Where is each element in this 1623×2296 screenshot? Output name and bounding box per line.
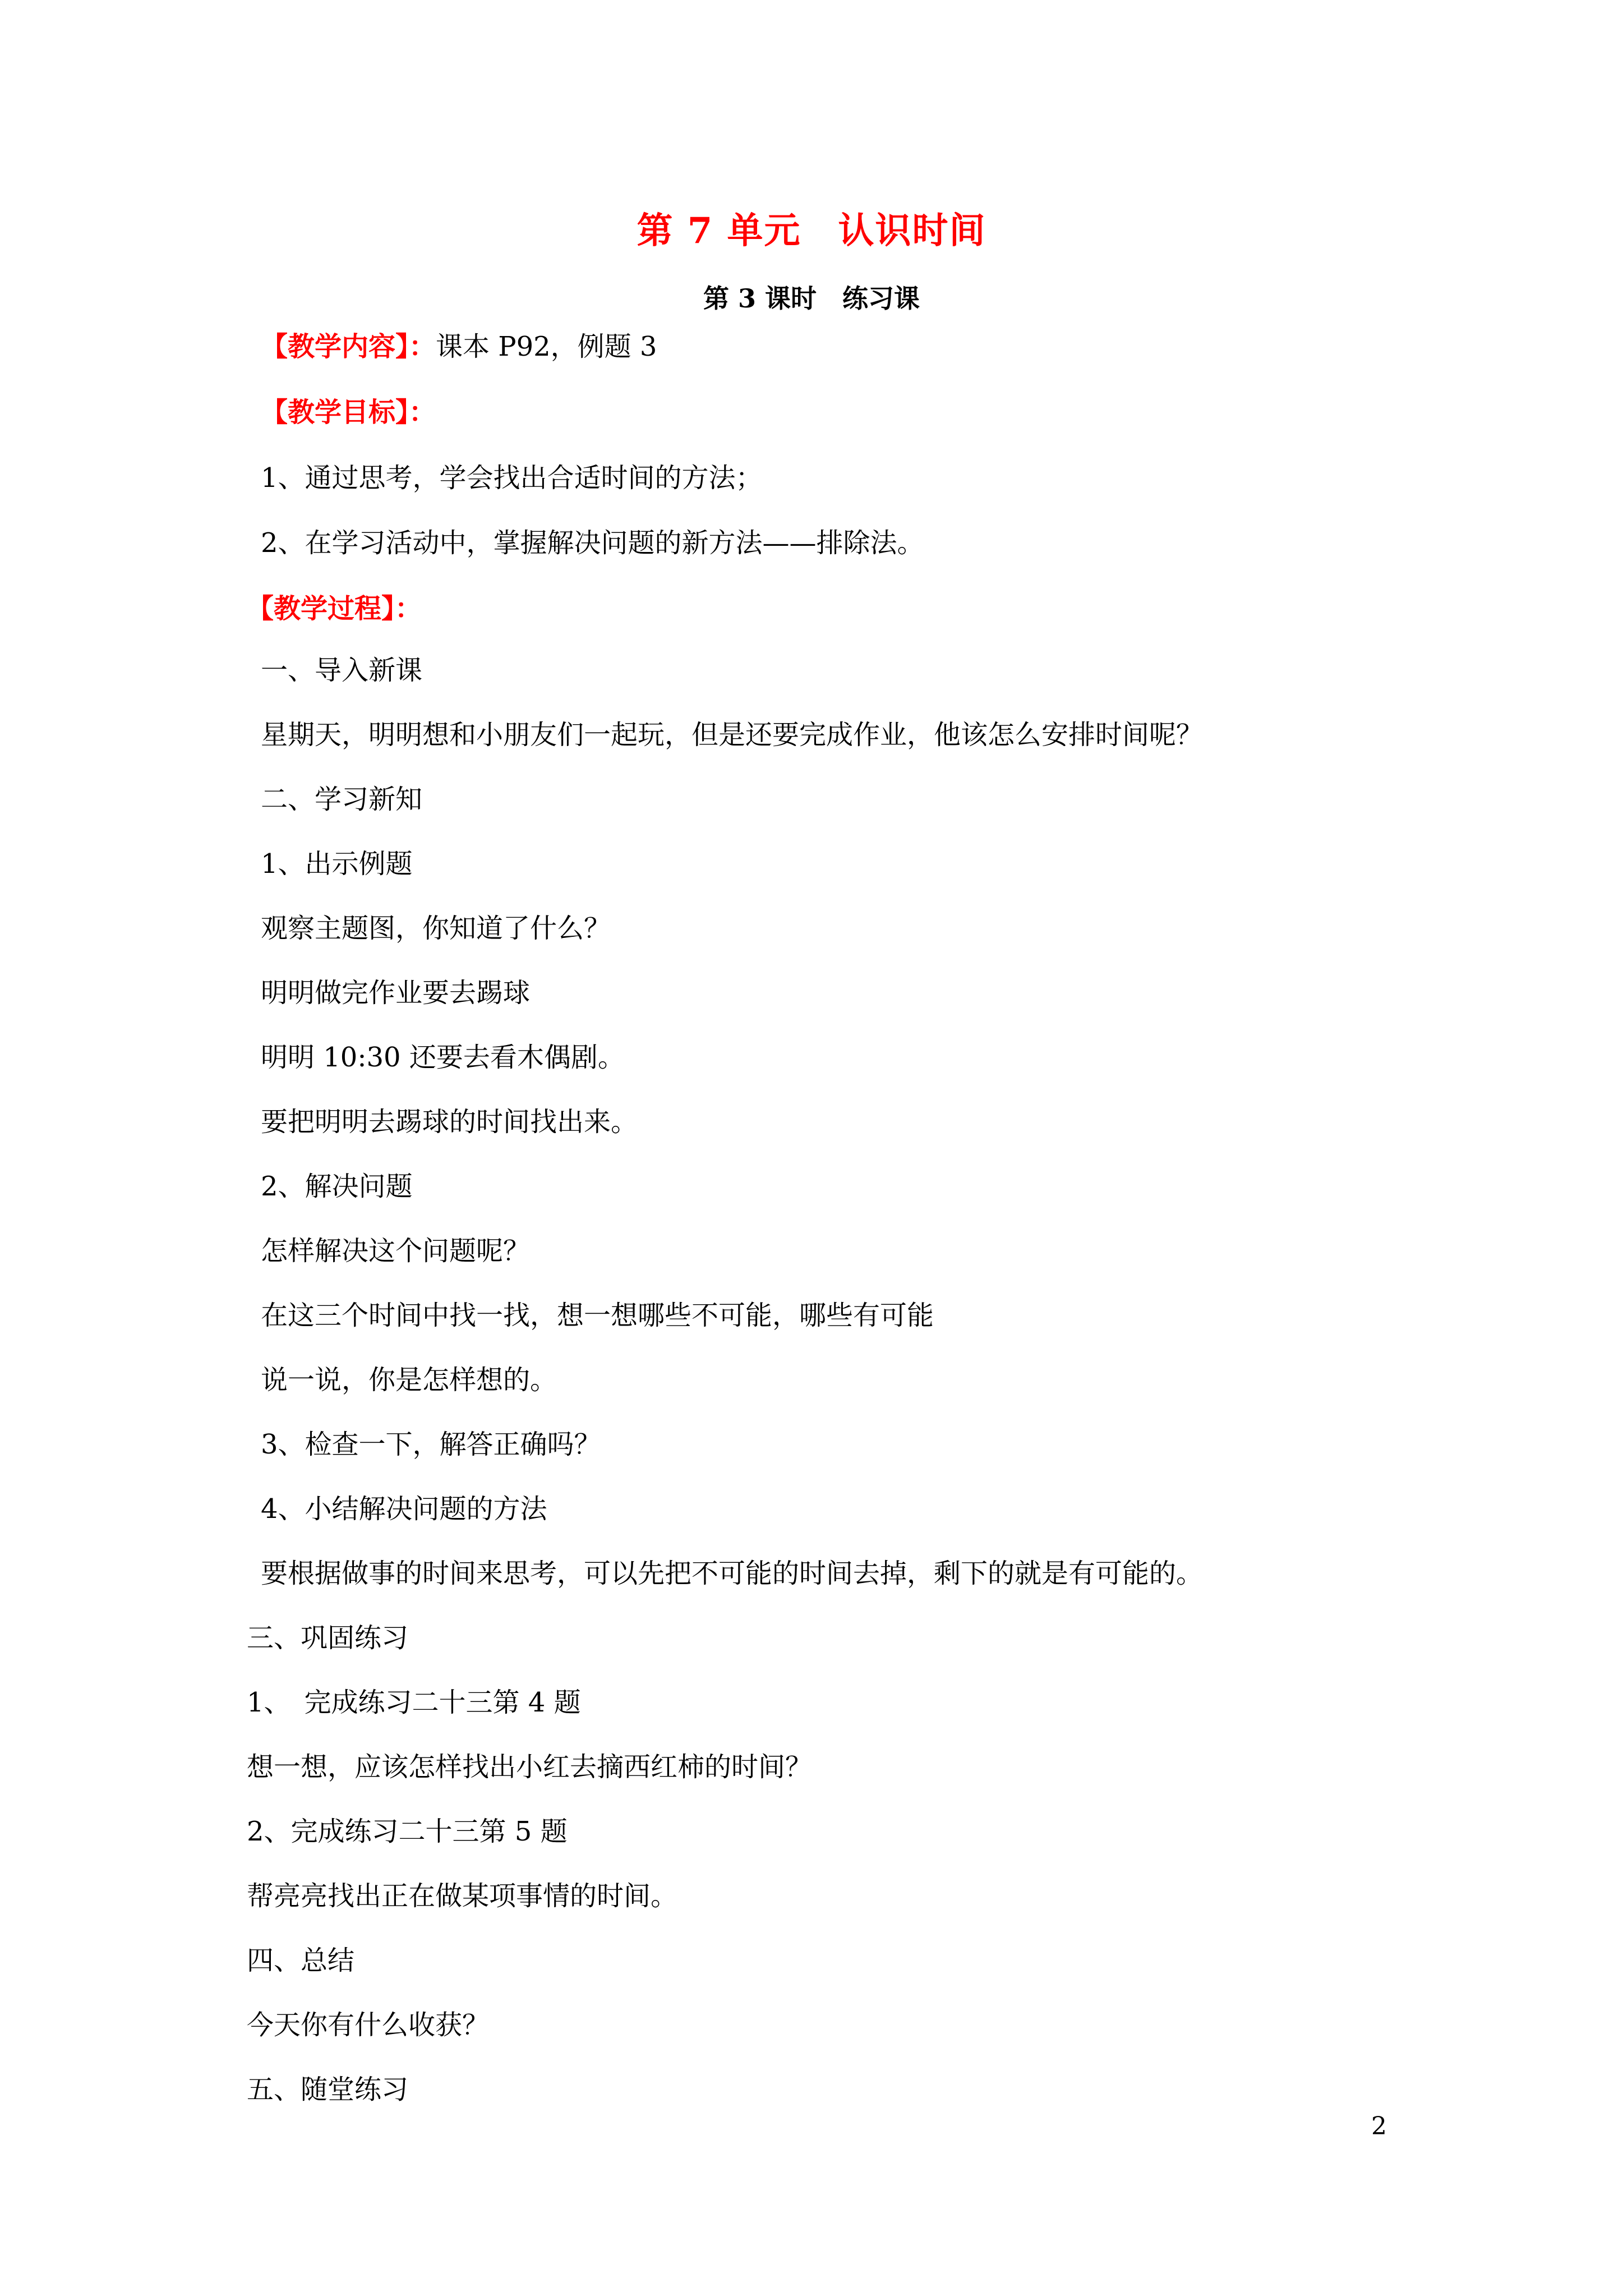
process-line: 明明做完作业要去踢球 — [261, 977, 531, 1009]
process-line: 在这三个时间中找一找，想一想哪些不可能，哪些有可能 — [261, 1300, 934, 1331]
document-subtitle: 第 3 课时 练习课 — [703, 283, 920, 314]
practice-line: 帮亮亮找出正在做某项事情的时间。 — [247, 1880, 678, 1912]
practice-line: 1、 完成练习二十三第 4 题 — [247, 1687, 581, 1718]
process-line: 星期天，明明想和小朋友们一起玩，但是还要完成作业，他该怎么安排时间呢？ — [261, 719, 1204, 751]
page-number: 2 — [1371, 2112, 1387, 2141]
practice-line: 五、随堂练习 — [247, 2074, 409, 2105]
content-heading: 【教学内容】： — [261, 331, 436, 362]
goal-item: 2、在学习活动中，掌握解决问题的新方法——排除法。 — [261, 527, 924, 559]
practice-line: 2、完成练习二十三第 5 题 — [247, 1816, 568, 1847]
process-line: 要把明明去踢球的时间找出来。 — [261, 1106, 638, 1138]
practice-line: 三、巩固练习 — [247, 1622, 409, 1654]
document-title: 第 7 单元 认识时间 — [637, 210, 986, 252]
process-line: 观察主题图，你知道了什么？ — [261, 913, 611, 944]
process-heading: 【教学过程】： — [247, 593, 422, 624]
process-line: 怎样解决这个问题呢？ — [261, 1235, 531, 1267]
process-line: 二、学习新知 — [261, 784, 423, 815]
process-line: 明明 10:30 还要去看木偶剧。 — [261, 1042, 625, 1073]
process-line: 3、检查一下，解答正确吗？ — [261, 1429, 601, 1460]
goal-item: 1、通过思考，学会找出合适时间的方法； — [261, 462, 763, 494]
process-line: 2、解决问题 — [261, 1171, 413, 1202]
content-line — [261, 330, 657, 364]
practice-line: 想一想，应该怎样找出小红去摘西红柿的时间？ — [247, 1751, 813, 1783]
practice-line: 四、总结 — [247, 1945, 355, 1976]
process-line: 要根据做事的时间来思考，可以先把不可能的时间去掉，剩下的就是有可能的。 — [261, 1558, 1204, 1589]
process-line: 1、出示例题 — [261, 848, 413, 880]
process-line: 说一说，你是怎样想的。 — [261, 1364, 557, 1396]
content-text: 课本 P92，例题 3 — [436, 331, 657, 362]
process-line: 一、导入新课 — [261, 655, 423, 686]
practice-line: 今天你有什么收获？ — [247, 2009, 490, 2041]
process-line: 4、小结解决问题的方法 — [261, 1493, 547, 1525]
goal-heading: 【教学目标】： — [261, 397, 436, 428]
